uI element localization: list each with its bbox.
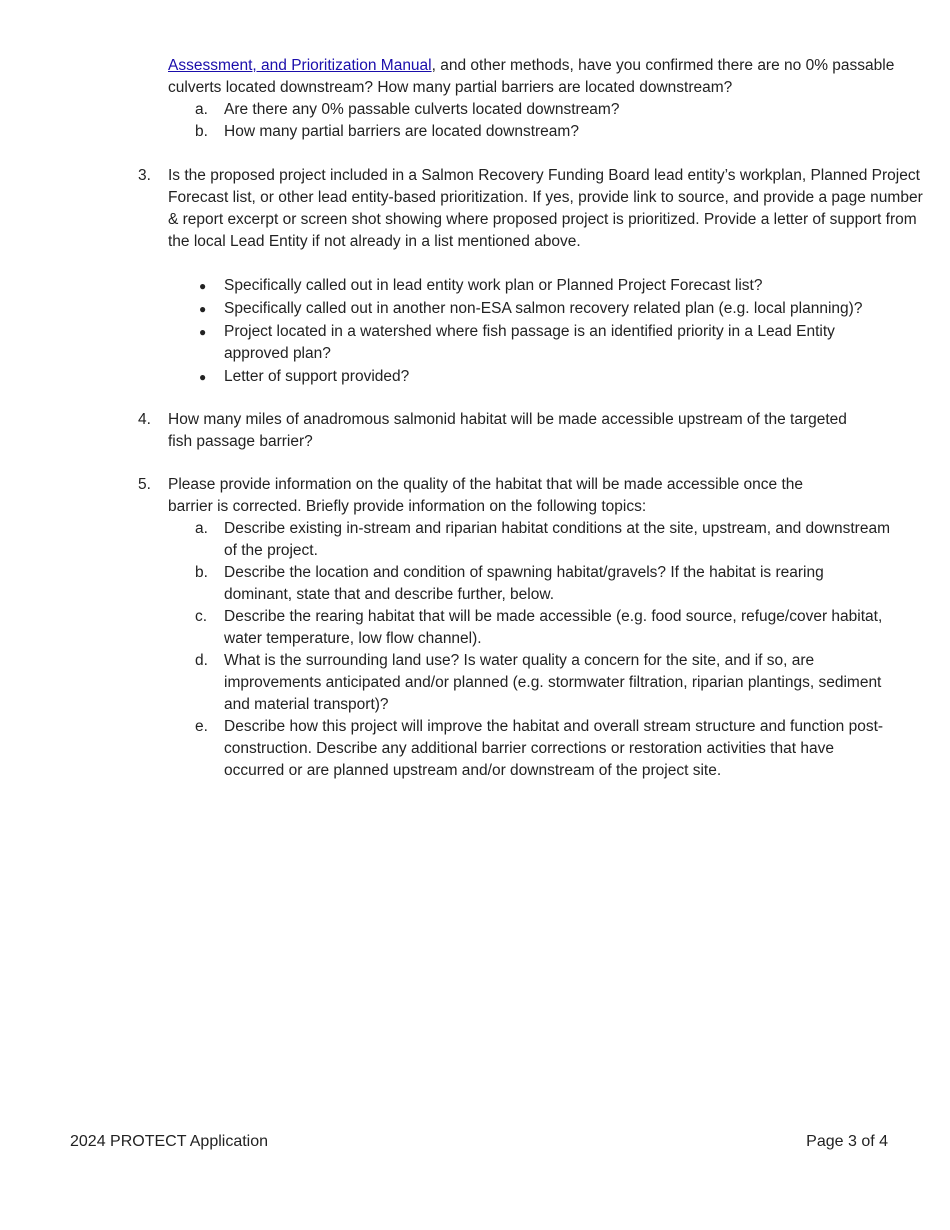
intro-line-2: culverts located downstream? How many partial barriers are located downstream? [168,79,733,96]
item-marker: a. [195,101,208,118]
bullet-icon: ● [199,279,207,293]
question-3-line-4: the local Lead Entity if not already in a list mentioned above. [168,233,581,250]
item-text: Describe the rearing habitat that will be made accessible (e.g. food source, refuge/cover habitat, water temperature, low flow channel). [224,608,883,647]
item-text: Describe existing in-stream and riparian habitat conditions at the site, upstream, and downstream of the project. [224,520,890,559]
bullet-text: Specifically called out in another non-ESA salmon recovery related plan (e.g. local planning)? [224,300,863,317]
item-text: Describe the location and condition of spawning habitat/gravels? If the habitat is rearing dominant, state that and describe further, below. [224,564,824,603]
page-number: Page 3 of 4 [806,1133,888,1150]
intro-paragraph [168,55,895,99]
question-3-line-1: Is the proposed project included in a Salmon Recovery Funding Board lead entity’s workplan, Planned Project [168,167,920,184]
bullet-icon: ● [199,302,207,316]
bullet-icon: ● [199,325,207,339]
question-3-line-2: Forecast list, or other lead entity-based prioritization. If yes, provide link to source, and provide a page number [168,189,923,206]
question-4-text: How many miles of anadromous salmonid habitat will be made accessible upstream of the targeted fish passage barrier? [168,411,847,450]
bullet-text: Specifically called out in lead entity work plan or Planned Project Forecast list? [224,277,763,294]
item-text: Are there any 0% passable culverts located downstream? [224,101,620,118]
manual-link[interactable]: Assessment, and Prioritization Manual [168,57,432,74]
item-marker: d. [195,652,208,669]
question-number: 3. [138,167,151,184]
footer-title: 2024 PROTECT Application [70,1133,269,1150]
question-number: 5. [138,476,151,493]
bullet-text: Letter of support provided? [224,368,410,385]
bullet-text: Project located in a watershed where fish passage is an identified priority in a Lead Entity approved plan? [224,323,835,362]
question-number: 4. [138,411,151,428]
question-5-text: Please provide information on the quality of the habitat that will be made accessible once the barrier is corrected. Briefly provide information on the following topics: [168,476,804,515]
item-text: How many partial barriers are located downstream? [224,123,579,140]
item-marker: c. [195,608,208,625]
intro-text: , and other methods, have you confirmed there are no 0% passable [431,57,895,74]
item-text: What is the surrounding land use? Is water quality a concern for the site, and if so, are improvements anticipated and/or planned (e.g. stormwater filtration, riparian plantings, sediment and material transport)? [224,652,882,713]
item-marker: b. [195,123,208,140]
item-marker: b. [195,564,208,581]
item-marker: a. [195,520,208,537]
item-marker: e. [195,718,208,735]
question-3-line-3: & report excerpt or screen shot showing where proposed project is prioritized. Provide a letter of support from [168,211,917,228]
item-text: Describe how this project will improve the habitat and overall stream structure and function post-construction. Describe any additional barrier corrections or restoration activities that have occurred or are planned upstream and/or downstream of the project site. [224,718,884,779]
bullet-icon: ● [199,370,207,384]
